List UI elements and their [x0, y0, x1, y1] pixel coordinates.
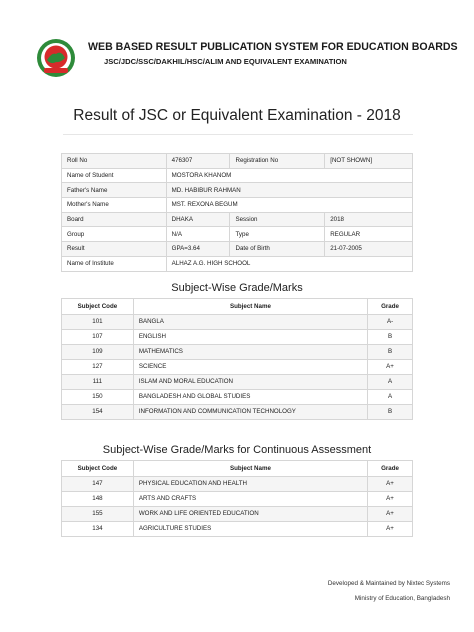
subject-code: 127 — [62, 359, 134, 374]
ministry-credit: Ministry of Education, Bangladesh — [354, 595, 450, 602]
grade: A+ — [368, 476, 413, 491]
grade: A+ — [368, 506, 413, 521]
subject-code: 154 — [62, 404, 134, 419]
site-title: WEB BASED RESULT PUBLICATION SYSTEM FOR EDUCATION BOARDS — [88, 41, 458, 53]
student-name-value: MOSTORA KHANOM — [166, 168, 412, 183]
dob-label: Date of Birth — [230, 242, 325, 257]
government-seal-icon — [36, 38, 76, 78]
result-label: Result — [62, 242, 167, 257]
table-row — [62, 344, 413, 359]
subject-code: 134 — [62, 521, 134, 536]
subject-code-header: Subject Code — [62, 299, 134, 315]
page-title: Result of JSC or Equivalent Examination - 2018 — [73, 107, 401, 124]
subject-code: 111 — [62, 374, 134, 389]
site-subtitle: JSC/JDC/SSC/DAKHIL/HSC/ALIM AND EQUIVALENT EXAMINATION — [104, 57, 347, 66]
table-header-row — [62, 461, 413, 477]
grade: A- — [368, 314, 413, 329]
subject-name: ISLAM AND MORAL EDUCATION — [133, 374, 367, 389]
subject-grades-title: Subject-Wise Grade/Marks — [171, 282, 303, 294]
group-value: N/A — [166, 227, 230, 242]
grade-header: Grade — [368, 299, 413, 315]
subject-grades-table — [61, 298, 413, 420]
session-value: 2018 — [325, 212, 413, 227]
info-row — [62, 168, 413, 183]
table-row — [62, 329, 413, 344]
grade: A — [368, 374, 413, 389]
subject-code: 101 — [62, 314, 134, 329]
grade: B — [368, 329, 413, 344]
subject-name: ENGLISH — [133, 329, 367, 344]
subject-code-header: Subject Code — [62, 461, 134, 477]
table-row — [62, 521, 413, 536]
info-row — [62, 183, 413, 198]
mother-name-label: Mother's Name — [62, 198, 167, 213]
subject-name-header: Subject Name — [133, 461, 367, 477]
result-value: GPA=3.64 — [166, 242, 230, 257]
table-row — [62, 506, 413, 521]
table-row — [62, 359, 413, 374]
table-row — [62, 491, 413, 506]
institute-value: ALHAZ A.G. HIGH SCHOOL — [166, 256, 412, 271]
continuous-assessment-title: Subject-Wise Grade/Marks for Continuous Assessment — [102, 444, 372, 456]
info-row — [62, 242, 413, 257]
type-value: REGULAR — [325, 227, 413, 242]
table-row — [62, 374, 413, 389]
info-row — [62, 212, 413, 227]
subject-name: WORK AND LIFE ORIENTED EDUCATION — [133, 506, 367, 521]
roll-label: Roll No — [62, 154, 167, 169]
info-row — [62, 227, 413, 242]
table-row — [62, 389, 413, 404]
divider — [63, 134, 413, 135]
subject-name: INFORMATION AND COMMUNICATION TECHNOLOGY — [133, 404, 367, 419]
subject-code: 148 — [62, 491, 134, 506]
session-label: Session — [230, 212, 325, 227]
roll-value: 476307 — [166, 154, 230, 169]
info-row — [62, 154, 413, 169]
info-row — [62, 256, 413, 271]
subject-name: BANGLA — [133, 314, 367, 329]
subject-code: 147 — [62, 476, 134, 491]
registration-label: Registration No — [230, 154, 325, 169]
developer-credit: Developed & Maintained by Nixtec Systems — [327, 580, 450, 587]
dob-value: 21-07-2005 — [325, 242, 413, 257]
continuous-assessment-table — [61, 460, 413, 537]
info-row — [62, 198, 413, 213]
grade: A — [368, 389, 413, 404]
subject-name: SCIENCE — [133, 359, 367, 374]
subject-name: ARTS AND CRAFTS — [133, 491, 367, 506]
subject-name-header: Subject Name — [133, 299, 367, 315]
father-name-value: MD. HABIBUR RAHMAN — [166, 183, 412, 198]
registration-value: [NOT SHOWN] — [325, 154, 413, 169]
table-header-row — [62, 299, 413, 315]
subject-code: 109 — [62, 344, 134, 359]
table-row — [62, 404, 413, 419]
institute-label: Name of Institute — [62, 256, 167, 271]
subject-code: 107 — [62, 329, 134, 344]
student-name-label: Name of Student — [62, 168, 167, 183]
father-name-label: Father's Name — [62, 183, 167, 198]
subject-name: BANGLADESH AND GLOBAL STUDIES — [133, 389, 367, 404]
grade: A+ — [368, 491, 413, 506]
grade: A+ — [368, 521, 413, 536]
subject-name: PHYSICAL EDUCATION AND HEALTH — [133, 476, 367, 491]
board-label: Board — [62, 212, 167, 227]
grade: A+ — [368, 359, 413, 374]
grade: B — [368, 344, 413, 359]
subject-name: AGRICULTURE STUDIES — [133, 521, 367, 536]
table-row — [62, 314, 413, 329]
board-value: DHAKA — [166, 212, 230, 227]
subject-name: MATHEMATICS — [133, 344, 367, 359]
subject-code: 155 — [62, 506, 134, 521]
group-label: Group — [62, 227, 167, 242]
subject-code: 150 — [62, 389, 134, 404]
grade-header: Grade — [368, 461, 413, 477]
mother-name-value: MST. REXONA BEGUM — [166, 198, 412, 213]
page-header — [0, 0, 474, 90]
grade: B — [368, 404, 413, 419]
type-label: Type — [230, 227, 325, 242]
student-info-table — [61, 153, 413, 272]
table-row — [62, 476, 413, 491]
